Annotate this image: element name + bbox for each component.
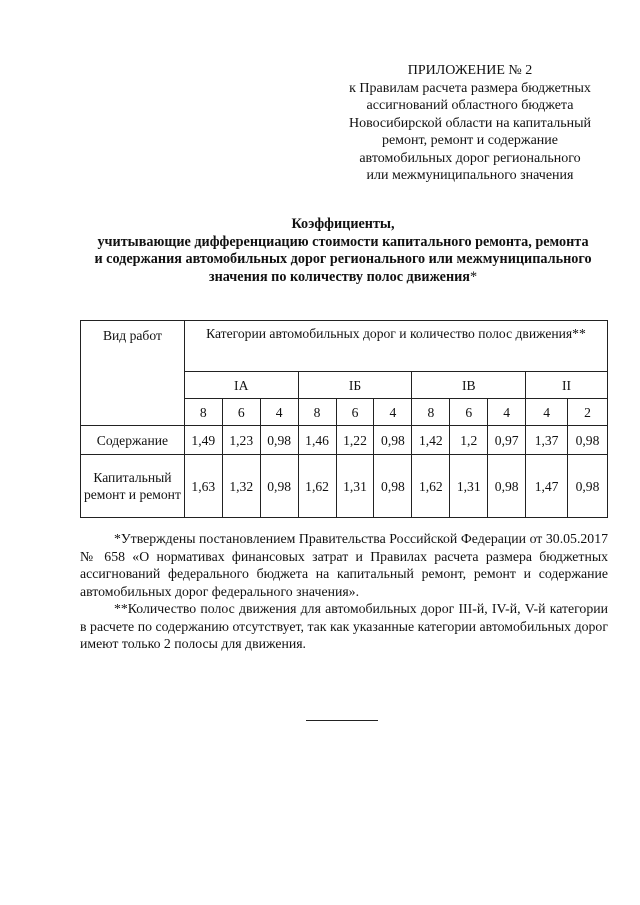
table-cell: 1,2 [450,426,488,455]
table-cell: 0,98 [260,426,298,455]
table-cell: 0,98 [260,455,298,518]
title-line: учитывающие дифференциацию стоимости капитального ремонта, ремонта [97,233,589,250]
category-header: II [526,372,608,399]
table-cell: 1,47 [526,455,568,518]
table-cell: 1,46 [298,426,336,455]
table-cell: 1,32 [222,455,260,518]
appendix-line: ремонт, ремонт и содержание [381,133,559,148]
table-cell: 0,98 [374,426,412,455]
title-footnote-mark: * [470,268,478,285]
table-cell: 0,98 [488,455,526,518]
table-cell: 0,98 [568,426,608,455]
title-line-last [60,269,626,287]
table-cell: 1,49 [184,426,222,455]
table-cell: 1,63 [184,455,222,518]
lanes-header: 6 [336,399,374,426]
appendix-line: или межмуниципального значения [366,168,574,183]
table-cell: 1,23 [222,426,260,455]
appendix-line: ПРИЛОЖЕНИЕ № 2 [407,63,533,78]
title-line: и содержания автомобильных дорог регионального или межмуниципального [94,251,592,267]
lanes-header: 6 [450,399,488,426]
lanes-header: 4 [260,399,298,426]
end-separator [306,720,378,721]
table-cell: 0,97 [488,426,526,455]
table-cell: 1,31 [450,455,488,518]
lanes-header: 4 [488,399,526,426]
lanes-header: 8 [298,399,336,426]
table-cell: 1,37 [526,426,568,455]
lanes-header: 2 [568,399,608,426]
footnotes [80,530,608,653]
table-cell: 0,98 [568,455,608,518]
appendix-line: ассигнований областного бюджета [366,98,574,113]
coefficients-table [80,320,608,518]
appendix-header [330,62,610,185]
appendix-line: Новосибирской области на капитальный [348,115,592,131]
category-header: IA [184,372,298,399]
document-title [60,216,626,286]
lanes-header: 6 [222,399,260,426]
lanes-header: 4 [526,399,568,426]
category-header: IB [412,372,526,399]
footnote-1: *Утверждены постановлением Правительства Российской Федерации от 30.05.2017 № 658 «О нормативах финансовых затрат и Правилах расчета размера бюджетных ассигнований федерального бюджета на капитальный ремонт, ремонт и содержание автомобильных дорог федерального значения». [80,531,608,599]
lanes-header: 8 [412,399,450,426]
header-categories: Категории автомобильных дорог и количество полос движения** [184,321,607,372]
table-cell: 1,62 [298,455,336,518]
title-line: значения по количеству полос движения [208,268,470,285]
footnote-2: **Количество полос движения для автомобильных дорог III-й, IV-й, V-й категории в расчете по содержанию отсутствует, так как указанные категории автомобильных дорог имеют только 2 полосы для движения. [80,601,608,651]
table-cell: 1,22 [336,426,374,455]
lanes-header: 8 [184,399,222,426]
lanes-header: 4 [374,399,412,426]
table-row [81,426,608,455]
appendix-line: автомобильных дорог регионального [359,150,581,166]
header-vid-rabot: Вид работ [81,321,185,426]
appendix-line: к Правилам расчета размера бюджетных [349,80,591,96]
table-cell: 0,98 [374,455,412,518]
table-cell: 1,62 [412,455,450,518]
title-line: Коэффициенты, [291,216,395,232]
row-label: Содержание [81,426,185,455]
category-header: IБ [298,372,412,399]
table-cell: 1,31 [336,455,374,518]
row-label: Капитальный ремонт и ремонт [81,455,185,518]
table-cell: 1,42 [412,426,450,455]
table-row [81,455,608,518]
